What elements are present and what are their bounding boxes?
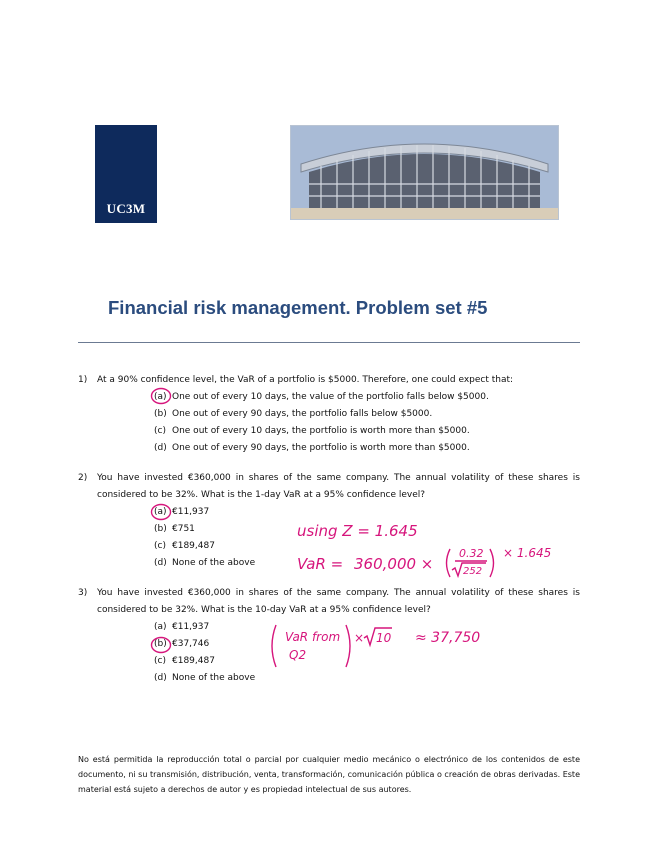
- option-text: One out of every 90 days, the portfolio falls below $5000.: [172, 409, 433, 419]
- uc3m-logo: [95, 125, 157, 223]
- answer-option: [154, 636, 580, 653]
- answer-option: [154, 653, 580, 670]
- note-approx-result: ≈ 37,750: [415, 630, 481, 646]
- question-1: [78, 372, 580, 457]
- option-text: One out of every 90 days, the portfolio is worth more than $5000.: [172, 443, 470, 453]
- option-key: (c): [154, 541, 166, 551]
- option-text: €189,487: [172, 656, 215, 666]
- option-key: (b): [154, 524, 167, 534]
- option-key: (d): [154, 673, 167, 683]
- option-key: (c): [154, 426, 166, 436]
- option-key: (b): [154, 409, 167, 419]
- title-divider: [78, 342, 580, 343]
- note-times: ×: [354, 631, 365, 645]
- answer-option: [154, 670, 580, 687]
- page-title: Financial risk management. Problem set #5: [108, 297, 488, 318]
- option-text: One out of every 10 days, the value of the portfolio falls below $5000.: [172, 392, 489, 402]
- option-key: (a): [154, 622, 167, 632]
- answer-option: [154, 504, 580, 521]
- building-illustration: [291, 126, 558, 219]
- answer-options: [78, 389, 580, 457]
- question-2: [78, 470, 580, 572]
- option-text: One out of every 10 days, the portfolio is worth more than $5000.: [172, 426, 470, 436]
- answer-option: [154, 538, 580, 555]
- option-text: €37,746: [172, 639, 210, 649]
- note-var-amount: 360,000 ×: [354, 555, 434, 573]
- question-text: At a 90% confidence level, the VaR of a portfolio is $5000. Therefore, one could expect that:: [97, 375, 514, 385]
- option-key: (d): [154, 443, 167, 453]
- note-denominator: 252: [463, 566, 483, 577]
- header-building-photo: [290, 125, 559, 220]
- note-var-label: VaR =: [297, 555, 344, 573]
- question-3: [78, 585, 580, 687]
- answer-option: [154, 406, 580, 423]
- note-q2: Q2: [289, 648, 307, 662]
- question-number: 1): [78, 375, 88, 385]
- copyright-notice: No está permitida la reproducción total o parcial por cualquier medio mecánico o electrónico de los contenidos de este documento, ni su transmisión, distribución, venta, transformación, comunicación pública o creación de obras derivadas. Este material está sujeto a derechos de autor y es propiedad intelectual de sus autores.: [78, 755, 580, 794]
- answer-option: [154, 440, 580, 457]
- option-text: None of the above: [172, 558, 256, 568]
- note-var-from: VaR from: [285, 630, 341, 644]
- answer-option: [154, 619, 580, 636]
- answer-options: [78, 619, 580, 687]
- question-number: 2): [78, 473, 88, 483]
- option-key: (d): [154, 558, 167, 568]
- option-key: (a): [154, 392, 167, 402]
- option-key: (a): [154, 507, 167, 517]
- option-text: €189,487: [172, 541, 215, 551]
- logo-text: UC3M: [106, 201, 146, 216]
- option-text: €11,937: [172, 507, 210, 517]
- answer-option: [154, 423, 580, 440]
- option-text: €11,937: [172, 622, 210, 632]
- question-text: You have invested €360,000 in shares of the same company. The annual volatility of these shares is considered to be 32%. What is the 1-day VaR at a 95% confidence level?: [97, 473, 580, 500]
- question-text: You have invested €360,000 in shares of the same company. The annual volatility of these shares is considered to be 32%. What is the 10-day VaR at a 95% confidence level?: [97, 588, 580, 615]
- option-key: (c): [154, 656, 166, 666]
- answer-option: [154, 521, 580, 538]
- answer-option: [154, 555, 580, 572]
- note-numerator: 0.32: [459, 547, 484, 560]
- answer-option: [154, 389, 580, 406]
- option-text: €751: [172, 524, 195, 534]
- note-times-z: × 1.645: [503, 546, 552, 560]
- answer-options: [78, 504, 580, 572]
- option-text: None of the above: [172, 673, 256, 683]
- option-key: (b): [154, 639, 167, 649]
- note-sqrt-ten: 10: [376, 631, 392, 645]
- question-number: 3): [78, 588, 88, 598]
- note-using-z: using Z = 1.645: [297, 522, 418, 540]
